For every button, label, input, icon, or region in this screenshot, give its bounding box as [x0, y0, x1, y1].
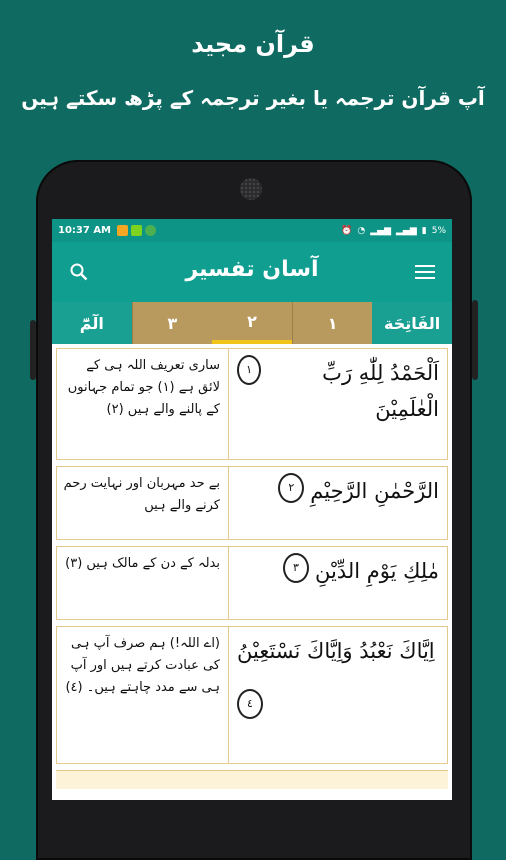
- verse-card[interactable]: [56, 348, 448, 460]
- promo-title: قرآن مجید: [191, 30, 315, 58]
- notification-icon: [131, 225, 142, 236]
- verse-list[interactable]: [52, 344, 452, 789]
- ayah-number-badge: ٤: [237, 689, 263, 719]
- phone-side-button: [472, 300, 478, 380]
- status-bar: [52, 219, 452, 242]
- tab-part-2[interactable]: ٢: [212, 302, 292, 344]
- notification-icon: [145, 225, 156, 236]
- verse-translation: ساری تعریف اللہ ہی کے لائق ہے (١) جو تمام جہانوں کے پالنے والے ہیں (٢): [57, 349, 229, 459]
- battery-icon: ▮: [421, 225, 427, 236]
- verse-arabic-text: اَلْحَمْدُ لِلّٰهِ رَبِّ الْعٰلَمِيْنَ: [322, 361, 439, 421]
- verse-card[interactable]: [56, 466, 448, 540]
- phone-speaker: [240, 178, 262, 200]
- tab-part-3[interactable]: ٣: [132, 302, 213, 344]
- status-right: [341, 226, 446, 236]
- next-verse-card[interactable]: [56, 770, 448, 789]
- verse-card[interactable]: [56, 626, 448, 764]
- app-screen: [52, 219, 452, 800]
- verse-arabic: [229, 627, 447, 763]
- app-bar: [52, 242, 452, 302]
- surah-tabs: [52, 302, 452, 344]
- ayah-number-badge: ١: [237, 355, 261, 385]
- verse-card[interactable]: [56, 546, 448, 620]
- ayah-number-badge: ٢: [278, 473, 304, 503]
- promo-subtitle: آپ قرآن ترجمہ یا بغیر ترجمہ کے پڑھ سکتے ہیں: [21, 86, 485, 110]
- verse-arabic-text: مٰلِكِ يَوْمِ الدِّيْنِ: [314, 559, 439, 583]
- menu-icon[interactable]: [412, 259, 438, 285]
- verse-translation: (اے اللہ!) ہم صرف آپ ہی کی عبادت کرتے ہیں اور آپ ہی سے مدد چاہتے ہیں۔ (٤): [57, 627, 229, 763]
- battery-percent: 5%: [431, 225, 446, 236]
- tab-part-1[interactable]: ١: [292, 302, 373, 344]
- verse-arabic-text: الرَّحْمٰنِ الرَّحِيْمِ: [310, 479, 439, 503]
- phone-side-button: [30, 320, 36, 380]
- search-icon[interactable]: [66, 259, 92, 285]
- verse-translation: بے حد مہربان اور نہایت رحم کرنے والے ہیں: [57, 467, 229, 539]
- wifi-icon: ◔: [357, 225, 366, 236]
- verse-arabic: [229, 467, 447, 539]
- ayah-number-badge: ٣: [283, 553, 309, 583]
- signal-icon: ▂▄▆: [396, 225, 417, 236]
- tab-al-fatiha[interactable]: الفَاتِحَة: [372, 302, 452, 344]
- app-title: آسان تفسیر: [185, 257, 319, 282]
- verse-translation: بدلہ کے دن کے مالک ہیں (٣): [57, 547, 229, 619]
- signal-icon: ▂▄▆: [370, 225, 391, 236]
- status-time: 10:37 AM: [58, 225, 112, 236]
- verse-arabic-text: اِيَّاكَ نَعْبُدُ وَاِيَّاكَ نَسْتَعِيْنُ: [237, 639, 435, 663]
- verse-arabic: [229, 349, 447, 459]
- notification-icon: [117, 225, 128, 236]
- tab-alif-lam-mim[interactable]: الٓمّٓ: [52, 302, 132, 344]
- verse-arabic: [229, 547, 447, 619]
- alarm-icon: ⏰: [341, 225, 353, 236]
